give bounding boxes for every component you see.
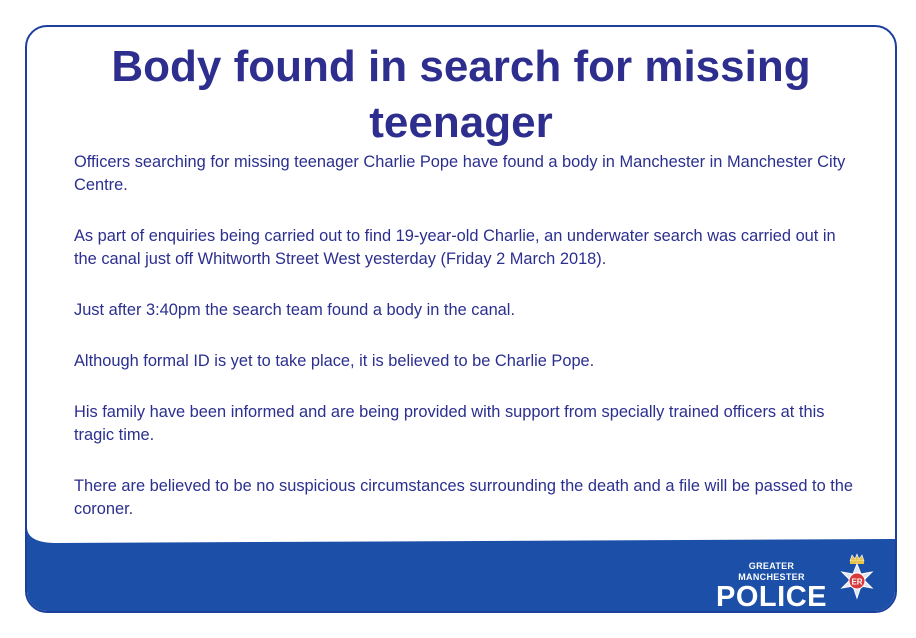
logo-line-greater-manchester: GREATER MANCHESTER — [738, 561, 805, 582]
logo-wordmark — [716, 561, 827, 611]
badge-text: ER — [851, 577, 863, 587]
paragraph: Officers searching for missing teenager Charlie Pope have found a body in Manchester in Manchester City Centre. — [74, 153, 846, 194]
band-wave — [27, 525, 895, 545]
paragraph: As part of enquiries being carried out to find 19-year-old Charlie, an underwater search was carried out in the canal just off Whitworth Street West yesterday (Friday 2 March 2018). — [74, 227, 836, 268]
article-body — [74, 151, 855, 549]
police-badge-icon — [833, 552, 881, 602]
paragraph: Just after 3:40pm the search team found a body in the canal. — [74, 301, 515, 319]
footer-band — [27, 543, 895, 611]
police-logo — [716, 549, 885, 613]
paragraph: His family have been informed and are being provided with support from specially trained officers at this tragic time. — [74, 403, 825, 444]
logo-line-police: POLICE — [716, 581, 827, 613]
paragraph: Although formal ID is yet to take place, it is believed to be Charlie Pope. — [74, 352, 595, 370]
paragraph: There are believed to be no suspicious circumstances surrounding the death and a file will be passed to the coroner. — [74, 477, 854, 518]
headline: Body found in search for missing teenager — [111, 42, 811, 147]
press-release-card — [25, 25, 897, 613]
